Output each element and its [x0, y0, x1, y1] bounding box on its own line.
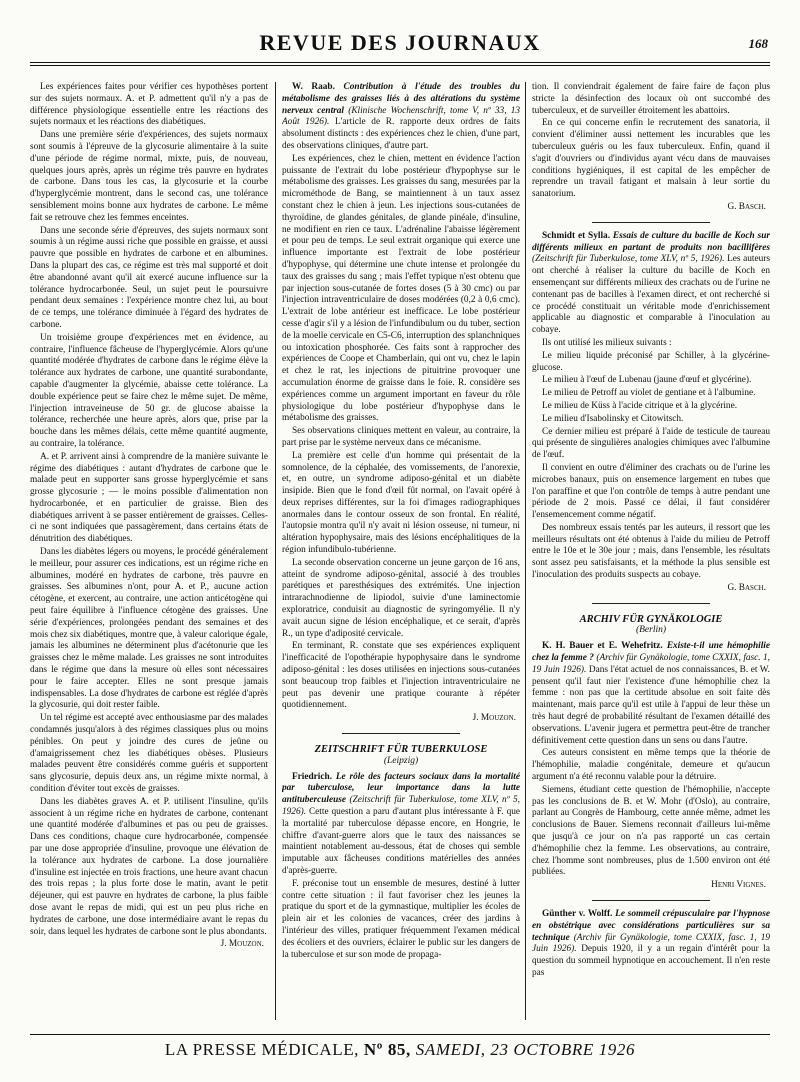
- paragraph: Des nombreux essais tentés par les auteurs, il ressort que les meilleurs résultats ont été obtenus à l'aide du milieu de Petroff entre le 10e et le 30e jour ; mais, dans l'ensemble, les résultats sont assez peu satisfaisants, et la méthode la plus sensible est l'inoculation des produits suspects au cobaye.: [532, 522, 770, 581]
- article-title: Le rôle des facteurs sociaux dans la mortalité par tuberculose, leur importance dans la lutte antituberculeuse: [282, 771, 520, 806]
- paragraph: En terminant, R. constate que ses expériences expliquent l'inefficacité de l'opothérapie hypophysaire dans le syndrome adiposo-génital : les doses utilisées en injections sous-cutanées sont beaucoup trop faibles et l'injection intraventriculaire ne peut pas devenir une pratique courante à répéter quotidiennement.: [282, 641, 520, 711]
- footer-line: [30, 1040, 770, 1060]
- article-author: Friedrich.: [292, 771, 333, 782]
- article-raab: [282, 82, 520, 153]
- journal-section-heading: ARCHIV FÜR GYNÄKOLOGIE: [579, 613, 723, 625]
- article-separator: [592, 900, 710, 901]
- page-footer: [30, 1034, 770, 1070]
- paragraph: Les expériences, chez le chien, mettent en évidence l'action puissante de l'extrait du lobe postérieur d'hypophyse sur le métabolisme des graisses. Les graisses du sang, mesurées par la microméthode de Bang, se maintiennent à un taux assez constant chez le chien à jeun. Les injections sous-cutanées de thyroïdine, de glandes génitales, de glande pinéale, d'insuline, ne modifient en rien ce taux. L'adrénaline l'abaisse légèrement et pour peu de temps. Le seul extrait organique qui exerce une influence importante est l'extrait de lobe postérieur d'hypophyse, qui détermine une chute intense et prolongée du taux des graisses du sang ; mais l'effet typique n'est obtenu que par injection sous-cutanée de fortes doses (5 à 30 cmc) ou par l'injection intraventriculaire de doses modérées (0,2 à 0,6 cmc). L'extrait de lobe antérieur est inefficace. Le lobe postérieur cesse d'agir s'il y a lésion de l'infundibulum ou du tuber, section de la moelle cervicale en C5-C6, interruption des splanchniques ou intoxication phosphorée. Ces faits sont à rapprocher des expériences de Coope et Chamberlain, qui ont vu, chez le lapin et chez le rat, les injections de pituitrine provoquer une accumulation énorme de graisse dans le foie. R. considère ses expériences comme un argument important en faveur du rôle physiologique du lobe postérieur d'hypophyse dans le métabolisme des graisses.: [282, 153, 520, 424]
- paragraph: L'article de R. rapporte deux ordres de faits absolument distincts : des expériences chez le chien, d'une part, des observations cliniques, d'autre part.: [282, 117, 520, 151]
- paragraph: Ils ont utilisé les milieux suivants :: [542, 337, 672, 348]
- paragraph: Les auteurs ont cherché à réaliser la culture du bacille de Koch en ensemençant sur différents milieux des crachats ou de l'urine ne contenant pas de bacilles à l'examen direct, et ont recherché si ce procédé constituait un véritable mode d'enrichissement applicable au diagnostic et comparable à l'inoculation au cobaye.: [532, 254, 770, 336]
- article-author: W. Raab.: [292, 82, 335, 92]
- article-schmidt-sylla: [532, 231, 770, 337]
- article-title: Le sommeil crépusculaire par l'hypnose en obstétrique avec considérations particulières sur sa technique: [532, 909, 770, 943]
- section-separator: [592, 603, 710, 604]
- article-title: Contribution à l'étude des troubles du métabolisme des graisses liés à des altérations du système nerveux central: [282, 82, 520, 116]
- paragraph: Le milieu de Küss à l'acide citrique et à la glycérine.: [542, 400, 738, 411]
- article-author: K. H. Bauer et E. Wehefritz.: [542, 641, 663, 652]
- paragraph: Depuis 1920, il y a un regain d'intérêt pour la question du sommeil hypnotique en accouchement. Il n'en reste pas: [532, 944, 770, 978]
- paragraph: Les expériences faites pour vérifier ces hypothèses portent sur des sujets normaux. A. et P. admettent qu'il n'y a pas de différence physiologique essentielle entre les réactions des sujets normaux et les réactions des diabétiques.: [30, 82, 268, 128]
- journal-section-heading: ZEITSCHRIFT FÜR TUBERKULOSE: [314, 744, 488, 756]
- paragraph: tion. Il conviendrait également de faire faire de façon plus stricte la désinfection des locaux où ont succombé des tuberculeux, et de surveiller étroitement les abattoirs.: [532, 82, 770, 116]
- article-author: Schmidt et Sylla.: [542, 230, 611, 241]
- issue-date: SAMEDI, 23 OCTOBRE 1926: [415, 1040, 636, 1059]
- paragraph: Un tel régime est accepté avec enthousiasme par des malades condamnés jusqu'alors à des régimes classiques plus ou moins pénibles. On peut y joindre des cures de jeûne ou d'amaigrissement chez les diabétiques obèses. Plusieurs malades peuvent être considérés comme guéris et supportent sans glycosurie, depuis deux ans, un régime mixte normal, à condition d'éviter tout excès de graisses.: [30, 713, 268, 795]
- article-source: (Zeitschrift für Tuberkulose, tome XLV, nº 5, 1926).: [532, 254, 725, 265]
- author-signature: G. Basch.: [727, 582, 766, 593]
- article-author: Günther v. Wolff.: [542, 909, 613, 919]
- column-2: [282, 82, 520, 1022]
- author-signature: Henri Vignes.: [711, 880, 766, 891]
- page-number: 168: [748, 36, 768, 51]
- author-signature: J. Mouzon.: [472, 713, 516, 724]
- article-source: (Zeitschrift für Tuberkulose, tome XLV, nº 5, 1926).: [282, 795, 520, 818]
- paragraph: Dans l'état actuel de nos connaissances, B. et W. pensent qu'il faut nier l'existence d'une hémophilie chez la femme : non pas que la certitude absolue en soit faite dès maintenant, mais parce qu'il est utile à l'appui de leur thèse un très haut degré de probabilité résultant de l'examen détaillé des observations. L'avenir jugera et permettra peut-être de trancher définitivement cette question dans un sens ou dans l'autre.: [532, 664, 770, 746]
- section-separator: [342, 733, 460, 734]
- journal-name: LA PRESSE MÉDICALE,: [164, 1040, 360, 1059]
- column-1: [30, 82, 268, 1022]
- paragraph: Il convient en outre d'éliminer des crachats ou de l'urine les microbes banaux, puis on ensemence largement en tubes que l'on paraffine et que l'on contrôle de temps à autre pendant une période de 2 mois. Passé ce délai, il faut considérer l'ensemencement comme négatif.: [532, 462, 770, 521]
- paragraph: Le milieu de Petroff au violet de gentiane et à l'albumine.: [542, 388, 756, 399]
- article-source: (Archiv für Gynäkologie, tome CXXIX, fasc. 1, 19 Juin 1926).: [532, 932, 770, 955]
- article-title: Existe-t-il une hémophilie chez la femme ?: [532, 641, 770, 664]
- paragraph: Dans une seconde série d'épreuves, des sujets normaux sont soumis à un régime aussi riche que possible en graisse, et aussi pauvre que possible en hydrates de carbone et en albumines. Dans la plupart des cas, ce régime est très mal supporté et doit être abandonné avant qu'il ait exercé aucune influence sur la tolérance hydrocarbonée. Seul, un sujet peut le poursuivre pendant deux semaines : l'expérience montre chez lui, au bout de ce temps, une tolérance diminuée à l'égard des hydrates de carbone.: [30, 225, 268, 330]
- paragraph: La première est celle d'un homme qui présentait de la somnolence, de la céphalée, des vomissements, de l'anorexie, et, en outre, un syndrome adiposo-génital et un diabète insipide. Bien que le fond d'œil fût normal, on l'avait opéré à deux reprises différentes, sur la foi d'images radiographiques anormales dans le contour osseux de son frontal. En réalité, l'autopsie montra qu'il n'y avait ni lésion osseuse, ni tumeur, ni altération hypophysaire, mais des lésions encéphalitiques de la région infundibulo-tubérienne.: [282, 450, 520, 556]
- article-friedrich: [282, 772, 520, 878]
- paragraph: Dans une première série d'expériences, des sujets normaux sont soumis à l'épreuve de la glycosurie alimentaire à la suite d'une période de régime normal, mixte, puis, de nouveau, quelques jours après, après un régime très pauvre en hydrates de carbone. Dans tous les cas, la glycosurie et la courbe d'hyperglycémie montrent, dans le second cas, une tolérance sensiblement moins bonne aux hydrates de carbone. Le même fait se retrouve chez les femmes enceintes.: [30, 130, 268, 223]
- paragraph: A. et P. arrivent ainsi à comprendre de la manière suivante le régime des diabétiques : autant d'hydrates de carbone que le malade peut en supporter sans grosse hyperglycémie et sans grosse glycosurie ; — le moins possible d'alimentation non hydrocarbonée, et en particulier de graisse. Bien des diabétiques arrivent à se passer entièrement de graisses. Celles-ci ne sont indiquées que passagèrement, dans certains états de dénutrition des diabétiques.: [30, 451, 268, 545]
- article-wolff: [532, 909, 770, 980]
- paragraph: Le milieu liquide préconisé par Schiller, à la glycérine-glucose.: [532, 350, 770, 373]
- running-head-title: REVUE DES JOURNAUX: [259, 30, 541, 55]
- paragraph: Ces auteurs consistent en même temps que la théorie de l'hémophilie, maladie congénitale, demeure et qu'aucun argument n'a été reconnu valable pour la détruire.: [532, 748, 770, 783]
- header-rule: [30, 62, 770, 66]
- article-source: (Klinische Wochenschrift, tome V, nº 33, 13 Août 1926).: [282, 105, 520, 128]
- article-bauer-wehefritz: [532, 641, 770, 747]
- paragraph: Ce dernier milieu est préparé à l'aide de testicule de taureau qui présente de singulières analogies chimiques avec l'albumine de l'œuf.: [532, 426, 770, 461]
- column-divider-right: [525, 82, 526, 1020]
- column-3: [532, 82, 770, 1022]
- paragraph: Cette question a paru d'autant plus intéressante à F. que la mortalité par tuberculose dépasse encore, en Hongrie, le chiffre d'avant-guerre alors que le taux des naissances se maintient notablement au-dessous, état de choses qui semble imputable aux fâcheuses conditions matérielles des années d'après-guerre.: [282, 807, 520, 876]
- page-header: [30, 26, 770, 66]
- journal-section-city: (Leipzig): [383, 755, 419, 766]
- paragraph: Dans les diabètes graves A. et P. utilisent l'insuline, qu'ils associent à un régime riche en hydrates de carbone, contenant une quantité modérée d'albumines et pas ou peu de graisses. Dans ces conditions, chaque cure hydrocarbonée, compensée par une dose appropriée d'insuline, provoque une élévation de la tolérance aux hydrates de carbone. La dose journalière d'insuline est injectée en trois fractions, une heure avant chacun des trois repas ; la plus forte dose le matin, avant le petit déjeuner, qui est pauvre en hydrates de carbone, la plus faible dose avant le repas de midi, qui est un peu plus riche en hydrates de carbone, une dose intermédiaire avant le repas du soir, dans lequel les hydrates de carbone sont le plus abondants.: [30, 796, 268, 937]
- paragraph: Le milieu à l'œuf de Lubenau (jaune d'œuf et glycérine).: [542, 375, 752, 386]
- footer-rule: [30, 1034, 770, 1035]
- paragraph: En ce qui concerne enfin le recrutement des sanatoria, il convient d'éliminer aussi nettement les incurables que les tuberculeux guéris ou les faux tuberculeux. Enfin, quand il s'agit d'ouvriers ou d'individus ayant vécu dans de mauvaises conditions hygiéniques, il est capital de les empêcher de reprendre un travail fatigant et malsain à leur sortie du sanatorium.: [532, 118, 770, 200]
- article-source: (Archiv für Gynäkologie, tome CXXIX, fasc. 1, 19 Juin 1926).: [532, 653, 770, 675]
- paragraph: Un troisième groupe d'expériences met en évidence, au contraire, l'influence fâcheuse de l'hyperglycémie. Alors qu'une quantité modérée d'hydrates de carbone dans le régime élève la tolérance aux hydrates de carbone, une quantité surabondante, capable d'augmenter la glycémie, abaisse cette tolérance. La double expérience peut se faire chez le même sujet. De même, l'injection intraveineuse de 50 gr. de glucose abaisse la tolérance, recherchée une heure après, alors que, prise par la bouche dans les mêmes délais, cette même quantité augmente, au contraire, la tolérance.: [30, 332, 268, 449]
- article-title: Essais de culture du bacille de Koch sur différents milieux en partant de produits non bacillifères: [532, 230, 770, 253]
- issue-number: Nº 85,: [363, 1040, 411, 1059]
- column-divider-left: [275, 82, 276, 1020]
- paragraph: Ses observations cliniques mettent en valeur, au contraire, la part prise par le système nerveux dans ce mécanisme.: [282, 426, 520, 448]
- article-separator: [592, 222, 710, 223]
- paragraph: F. préconise tout un ensemble de mesures, destiné à lutter contre cette situation : il faut favoriser chez les jeunes la pratique du sport et de la gymnastique, multiplier les écoles de plein air et les colonies de vacances, créer des jardins à l'intérieur des villes, pratiquer fréquemment l'examen médical des écoliers et des ouvriers, éclairer le public sur les dangers de la tuberculose et sur son mode de propaga-: [282, 878, 520, 960]
- paragraph: Dans les diabètes légers ou moyens, le procédé généralement le meilleur, pour assurer ces indications, est un régime riche en albumines, modéré en hydrates de carbone, très pauvre en graisses. Ses albumines n'ont, pour A. et P., aucune action cétogène, et exercent, au contraire, une action anticétogène qui peut faire équilibre à l'influence cétogène des graisses. Une série d'expériences, prolongées pendant des semaines et des mois chez six diabétiques, montre que, à valeur calorique égale, jamais les albumines ne déterminent plus d'acétonurie que les graisses chez le même malade. Les graisses ne sont introduites dans le régime que dans la mesure où elles sont nécessaires pour le faire accepter. Elles ne sont presque jamais indispensables. La dose d'hydrates de carbone est réglée d'après la glycosurie, qui doit rester faible.: [30, 547, 268, 711]
- paragraph: Le milieu d'Isabolinsky et Citowitsch.: [542, 413, 684, 424]
- journal-section-city: (Berlin): [635, 625, 667, 636]
- paragraph: La seconde observation concerne un jeune garçon de 16 ans, atteint de syndrome adiposo-génital, associé à des troubles parétiques et paresthésiques des extrémités. Une injection intrarachnodienne de lipiodol, suivie d'une laminectomie exploratrice, conduisit au diagnostic de syringomyélie. Il n'y avait aucun signe de lésion encéphalique, et ce serait, d'après R., un type d'adiposité cervicale.: [282, 557, 520, 639]
- author-signature: G. Basch.: [727, 201, 766, 212]
- paragraph: Siemens, étudiant cette question de l'hémophilie, n'accepte pas les conclusions de B. et W. Mohr (d'Oslo), au contraire, parlant au Congrès de Hambourg, cette année même, admet les conclusions de Bauer. Siemens reconnait d'ailleurs lui-même que jusqu'à ce jour on n'a pas rapporté un cas certain d'hémophilie chez la femme. Les observations, au contraire, chez l'homme sont nombreuses, plus de 1.500 environ ont été publiées.: [532, 784, 770, 878]
- author-signature: J. Mouzon.: [220, 939, 264, 950]
